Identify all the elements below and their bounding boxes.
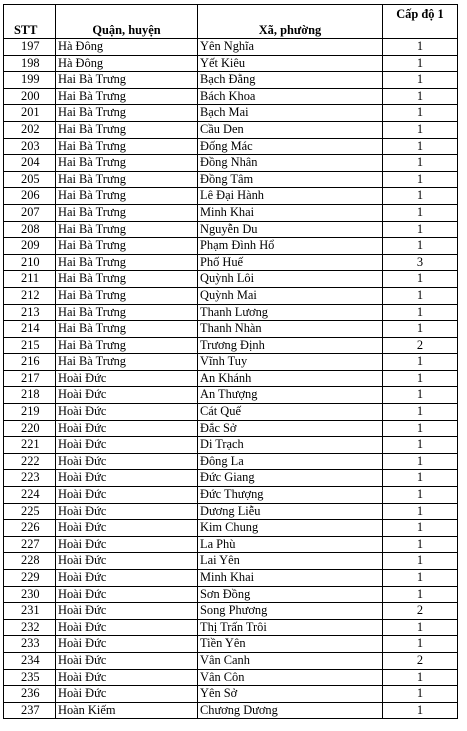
cell-cap-do: 1 [383,453,458,470]
cell-cap-do: 1 [383,72,458,89]
cell-stt: 236 [4,686,56,703]
cell-xa-phuong: Tiền Yên [198,636,383,653]
header-quan-huyen: Quận, huyện [56,5,198,39]
cell-stt: 231 [4,603,56,620]
table-row [4,669,458,686]
cell-quan-huyen: Hoài Đức [56,487,198,504]
cell-xa-phuong: Quỳnh Lôi [198,271,383,288]
table-row [4,238,458,255]
header-row [4,5,458,39]
cell-cap-do: 1 [383,287,458,304]
cell-cap-do: 3 [383,254,458,271]
cell-quan-huyen: Hoài Đức [56,636,198,653]
cell-stt: 213 [4,304,56,321]
table-header [4,5,458,39]
cell-xa-phuong: Thanh Lương [198,304,383,321]
cell-cap-do: 1 [383,686,458,703]
cell-cap-do: 1 [383,520,458,537]
table-row [4,204,458,221]
table-row [4,404,458,421]
cell-stt: 237 [4,702,56,719]
cell-quan-huyen: Hai Bà Trưng [56,238,198,255]
cell-stt: 212 [4,287,56,304]
table-row [4,603,458,620]
cell-xa-phuong: Minh Khai [198,204,383,221]
cell-cap-do: 1 [383,238,458,255]
cell-cap-do: 1 [383,138,458,155]
cell-quan-huyen: Hai Bà Trưng [56,354,198,371]
cell-stt: 206 [4,188,56,205]
cell-xa-phuong: Thanh Nhàn [198,321,383,338]
cell-xa-phuong: Đức Thượng [198,487,383,504]
cell-stt: 230 [4,586,56,603]
table-row [4,536,458,553]
cell-xa-phuong: Bạch Mai [198,105,383,122]
cell-quan-huyen: Hai Bà Trưng [56,254,198,271]
table-row [4,570,458,587]
cell-quan-huyen: Hai Bà Trưng [56,105,198,122]
cell-xa-phuong: Cát Quế [198,404,383,421]
cell-xa-phuong: Đống Mác [198,138,383,155]
cell-cap-do: 1 [383,171,458,188]
cell-cap-do: 1 [383,702,458,719]
cell-xa-phuong: Phố Huế [198,254,383,271]
cell-stt: 209 [4,238,56,255]
table-row [4,337,458,354]
table-row [4,553,458,570]
cell-xa-phuong: Yết Kiêu [198,55,383,72]
cell-stt: 234 [4,652,56,669]
document-page [3,4,457,719]
cell-xa-phuong: Yên Nghĩa [198,39,383,56]
cell-stt: 217 [4,370,56,387]
table-row [4,304,458,321]
cell-stt: 222 [4,453,56,470]
cell-stt: 226 [4,520,56,537]
cell-stt: 223 [4,470,56,487]
cell-cap-do: 1 [383,39,458,56]
header-stt: STT [4,5,56,39]
cell-xa-phuong: Yên Sở [198,686,383,703]
cell-quan-huyen: Hoài Đức [56,453,198,470]
cell-cap-do: 1 [383,503,458,520]
cell-cap-do: 1 [383,420,458,437]
cell-quan-huyen: Hoài Đức [56,553,198,570]
cell-stt: 224 [4,487,56,504]
table-row [4,387,458,404]
cell-cap-do: 1 [383,619,458,636]
cell-xa-phuong: Đức Giang [198,470,383,487]
cell-cap-do: 1 [383,404,458,421]
cell-xa-phuong: Di Trạch [198,437,383,454]
cell-cap-do: 1 [383,221,458,238]
cell-cap-do: 1 [383,536,458,553]
cell-xa-phuong: Trương Định [198,337,383,354]
cell-stt: 232 [4,619,56,636]
cell-xa-phuong: Song Phương [198,603,383,620]
table-row [4,88,458,105]
table-row [4,271,458,288]
table-row [4,503,458,520]
cell-quan-huyen: Hoài Đức [56,420,198,437]
cell-stt: 218 [4,387,56,404]
table-row [4,453,458,470]
cell-xa-phuong: La Phù [198,536,383,553]
cell-xa-phuong: Sơn Đồng [198,586,383,603]
cell-cap-do: 1 [383,271,458,288]
cell-stt: 228 [4,553,56,570]
cell-cap-do: 1 [383,155,458,172]
cell-xa-phuong: Đồng Tâm [198,171,383,188]
cell-quan-huyen: Hoài Đức [56,437,198,454]
cell-cap-do: 1 [383,470,458,487]
cell-cap-do: 1 [383,188,458,205]
cell-xa-phuong: Lai Yên [198,553,383,570]
table-row [4,702,458,719]
header-xa-phuong: Xã, phường [198,5,383,39]
table-row [4,155,458,172]
cell-quan-huyen: Hai Bà Trưng [56,188,198,205]
table-row [4,121,458,138]
table-row [4,55,458,72]
cell-quan-huyen: Hà Đông [56,55,198,72]
cell-quan-huyen: Hoài Đức [56,686,198,703]
cell-stt: 220 [4,420,56,437]
cell-xa-phuong: Vĩnh Tuy [198,354,383,371]
cell-xa-phuong: Quỳnh Mai [198,287,383,304]
cell-stt: 221 [4,437,56,454]
cell-xa-phuong: Đắc Sở [198,420,383,437]
table-row [4,686,458,703]
table-row [4,39,458,56]
cell-stt: 198 [4,55,56,72]
cell-quan-huyen: Hoài Đức [56,404,198,421]
cell-quan-huyen: Hai Bà Trưng [56,204,198,221]
cell-cap-do: 1 [383,204,458,221]
table-body [4,39,458,719]
cell-stt: 203 [4,138,56,155]
table-row [4,652,458,669]
cell-cap-do: 1 [383,105,458,122]
cell-xa-phuong: Phạm Đình Hổ [198,238,383,255]
cell-xa-phuong: Chương Dương [198,702,383,719]
data-table [3,4,458,719]
table-row [4,287,458,304]
cell-cap-do: 1 [383,321,458,338]
cell-xa-phuong: Lê Đại Hành [198,188,383,205]
cell-xa-phuong: Bạch Đằng [198,72,383,89]
header-cap-do: Cấp độ 1 [383,5,458,39]
cell-cap-do: 2 [383,337,458,354]
table-row [4,72,458,89]
table-row [4,105,458,122]
cell-cap-do: 1 [383,354,458,371]
cell-cap-do: 1 [383,55,458,72]
cell-quan-huyen: Hai Bà Trưng [56,138,198,155]
table-row [4,487,458,504]
cell-quan-huyen: Hoài Đức [56,520,198,537]
cell-cap-do: 2 [383,603,458,620]
cell-quan-huyen: Hà Đông [56,39,198,56]
cell-stt: 210 [4,254,56,271]
cell-xa-phuong: Kim Chung [198,520,383,537]
cell-quan-huyen: Hoài Đức [56,586,198,603]
cell-quan-huyen: Hoài Đức [56,669,198,686]
cell-xa-phuong: Đồng Nhân [198,155,383,172]
cell-quan-huyen: Hai Bà Trưng [56,337,198,354]
cell-xa-phuong: Dương Liễu [198,503,383,520]
cell-quan-huyen: Hai Bà Trưng [56,271,198,288]
cell-cap-do: 1 [383,387,458,404]
table-row [4,254,458,271]
cell-xa-phuong: Nguyễn Du [198,221,383,238]
cell-stt: 205 [4,171,56,188]
cell-stt: 227 [4,536,56,553]
cell-quan-huyen: Hai Bà Trưng [56,287,198,304]
cell-quan-huyen: Hai Bà Trưng [56,321,198,338]
cell-cap-do: 2 [383,652,458,669]
cell-stt: 204 [4,155,56,172]
table-row [4,470,458,487]
cell-xa-phuong: Thị Trấn Trôi [198,619,383,636]
cell-stt: 229 [4,570,56,587]
table-row [4,586,458,603]
cell-stt: 214 [4,321,56,338]
cell-cap-do: 1 [383,304,458,321]
table-row [4,437,458,454]
cell-quan-huyen: Hai Bà Trưng [56,121,198,138]
cell-cap-do: 1 [383,553,458,570]
cell-stt: 197 [4,39,56,56]
cell-stt: 215 [4,337,56,354]
table-row [4,636,458,653]
cell-stt: 201 [4,105,56,122]
cell-quan-huyen: Hoài Đức [56,370,198,387]
cell-quan-huyen: Hoài Đức [56,570,198,587]
cell-xa-phuong: Đông La [198,453,383,470]
cell-quan-huyen: Hai Bà Trưng [56,155,198,172]
cell-quan-huyen: Hai Bà Trưng [56,304,198,321]
table-row [4,321,458,338]
cell-stt: 202 [4,121,56,138]
cell-quan-huyen: Hai Bà Trưng [56,171,198,188]
cell-quan-huyen: Hoài Đức [56,387,198,404]
table-row [4,221,458,238]
cell-quan-huyen: Hai Bà Trưng [56,72,198,89]
cell-stt: 208 [4,221,56,238]
cell-xa-phuong: An Thượng [198,387,383,404]
cell-xa-phuong: Minh Khai [198,570,383,587]
cell-quan-huyen: Hoài Đức [56,503,198,520]
cell-quan-huyen: Hoài Đức [56,536,198,553]
cell-cap-do: 1 [383,636,458,653]
cell-stt: 207 [4,204,56,221]
cell-xa-phuong: Bách Khoa [198,88,383,105]
cell-cap-do: 1 [383,437,458,454]
table-row [4,171,458,188]
cell-quan-huyen: Hoài Đức [56,652,198,669]
table-row [4,370,458,387]
table-row [4,188,458,205]
table-row [4,138,458,155]
cell-quan-huyen: Hoài Đức [56,619,198,636]
cell-cap-do: 1 [383,570,458,587]
cell-xa-phuong: Vân Canh [198,652,383,669]
cell-stt: 219 [4,404,56,421]
cell-stt: 235 [4,669,56,686]
cell-quan-huyen: Hai Bà Trưng [56,88,198,105]
cell-cap-do: 1 [383,669,458,686]
cell-stt: 233 [4,636,56,653]
cell-cap-do: 1 [383,88,458,105]
cell-quan-huyen: Hoài Đức [56,603,198,620]
cell-cap-do: 1 [383,586,458,603]
cell-cap-do: 1 [383,370,458,387]
cell-stt: 225 [4,503,56,520]
cell-xa-phuong: An Khánh [198,370,383,387]
cell-quan-huyen: Hai Bà Trưng [56,221,198,238]
cell-xa-phuong: Vân Côn [198,669,383,686]
table-row [4,354,458,371]
table-row [4,520,458,537]
cell-quan-huyen: Hoài Đức [56,470,198,487]
table-row [4,420,458,437]
cell-stt: 199 [4,72,56,89]
cell-cap-do: 1 [383,121,458,138]
cell-xa-phuong: Cầu Den [198,121,383,138]
table-row [4,619,458,636]
cell-stt: 216 [4,354,56,371]
cell-cap-do: 1 [383,487,458,504]
cell-stt: 211 [4,271,56,288]
cell-quan-huyen: Hoàn Kiếm [56,702,198,719]
cell-stt: 200 [4,88,56,105]
